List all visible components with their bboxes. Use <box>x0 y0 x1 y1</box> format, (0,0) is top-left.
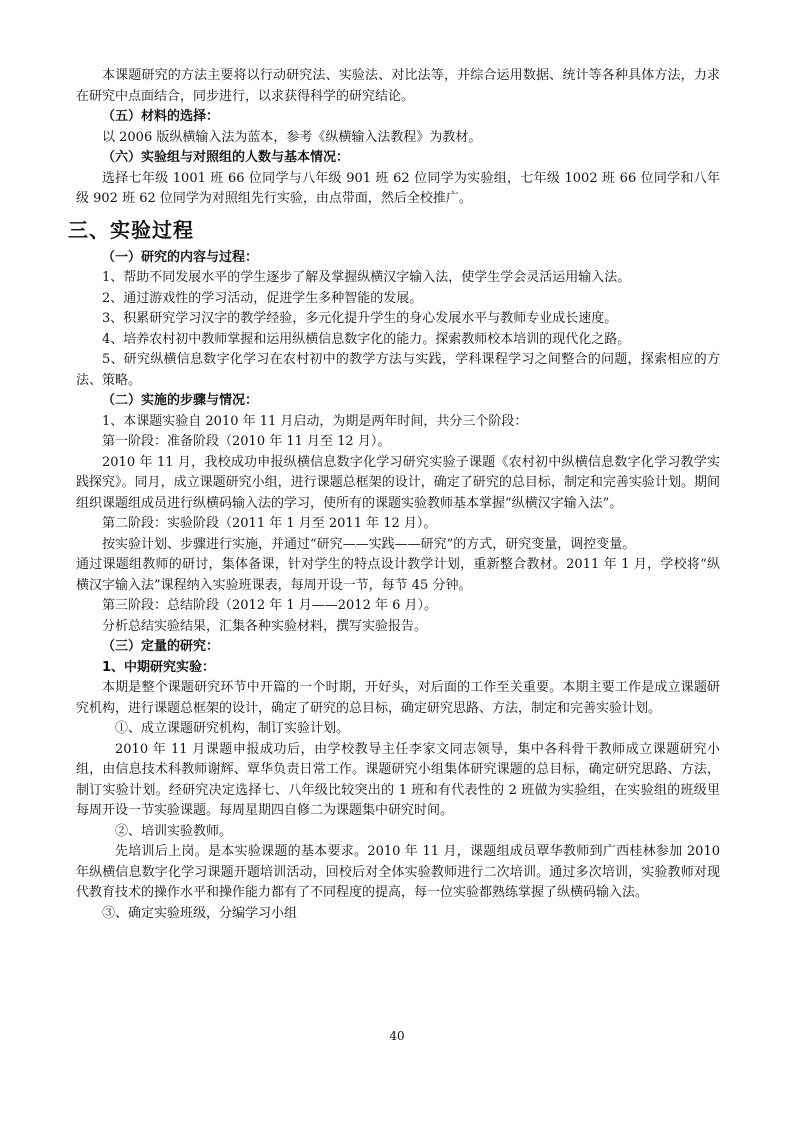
subheading: （一）研究的内容与过程： <box>102 249 259 265</box>
paragraph: 2010 年 11 月课题申报成功后，由学校教导主任李家文同志领导，集中各科骨干教师成立课题研究小组，由信息技术科教师谢辉、覃华负责日常工作。课题研究小组集体研究课题的总目标，确定研究思路、方法，制订实验计划。经研究决定选择七、八年级比较突出的 1 班和有代表性的 2 班做为实验组，在实验组的班级里每周开设一节实验课题。每周星期四自修二为课题集中研究时间。 <box>76 741 720 818</box>
list-item: 2、通过游戏性的学习活动，促进学生多种智能的发展。 <box>102 290 423 306</box>
list-item: 3、积累研究学习汉字的教学经验，多元化提升学生的身心发展水平与教师专业成长速度。 <box>102 311 618 326</box>
paragraph: ②、培训实验教师。 <box>115 823 233 839</box>
subheading: 1、中期研究实验： <box>102 659 216 675</box>
paragraph: 分析总结实验结果，汇集各种实验材料，撰写实验报告。 <box>102 618 428 634</box>
paragraph: 先培训后上岗。是本实验课题的基本要求。2010 年 11 月，课题组成员覃华教师到广西桂林参加 2010 年纵横信息数字化学习课题开题培训活动，回校后对全体实验教师进行二次培训。通过多次培训，实验教师对现代教育技术的操作水平和操作能力都有了不同程度的提高，每一位实验都熟练掌握了纵横码输入法。 <box>76 844 720 900</box>
section-heading: 三、实验过程 <box>68 217 194 242</box>
paragraph: 第三阶段：总结阶段（2012 年 1 月——2012 年 6 月）。 <box>102 598 438 613</box>
paragraph: 选择七年级 1001 班 66 位同学与八年级 901 班 62 位同学为实验组，七年级 1002 班 66 位同学和八年级 902 班 62 位同学为对照组先行实验，由点带面，然后全校推广。 <box>76 170 720 206</box>
paragraph: 按实验计划、步骤进行实施，并通过“研究——实践——研究”的方式，研究变量，调控变量。 <box>102 536 636 552</box>
paragraph: 本期是整个课题研究环节中开篇的一个时期，开好头，对后面的工作至关重要。本期主要工作是成立课题研究机构，进行课题总框架的设计，确定了研究的总目标，确定研究思路、方法，制定和完善实验计划。 <box>76 680 720 716</box>
list-item: 1、帮助不同发展水平的学生逐步了解及掌握纵横汉字输入法，使学生学会灵活运用输入法。 <box>102 270 631 285</box>
subheading: （六）实验组与对照组的人数与基本情况： <box>102 150 350 165</box>
paragraph: 通过课题组教师的研讨，集体备课，针对学生的特点设计教学计划，重新整合教材。2011 年 1 月，学校将“纵横汉字输入法”课程纳入实验班课表，每周开设一节，每节 45 分钟。 <box>76 557 720 593</box>
paragraph: 以 2006 版纵横输入法为蓝本，参考《纵横输入法教程》为教材。 <box>102 129 482 145</box>
paragraph: ③、确定实验班级，分编学习小组 <box>102 905 298 921</box>
paragraph: 本课题研究的方法主要将以行动研究法、实验法、对比法等，并综合运用数据、统计等各种具体方法，力求在研究中点面结合，同步进行，以求获得科学的研究结论。 <box>76 68 720 104</box>
subheading: （二）实施的步骤与情况： <box>102 393 259 408</box>
list-item: 5、研究纵横信息数字化学习在农村初中的教学方法与实践，学科课程学习之间整合的问题，探索相应的方法、策略。 <box>76 352 720 388</box>
subheading: （三）定量的研究： <box>102 639 220 654</box>
paragraph: 1、本课题实验自 2010 年 11 月启动，为期是两年时间，共分三个阶段： <box>102 413 528 429</box>
page-number: 40 <box>389 1029 405 1043</box>
list-item: 4、培养农村初中教师掌握和运用纵横信息数字化的能力。探索教师校本培训的现代化之路。 <box>102 331 631 347</box>
paragraph: ①、成立课题研究机构，制订实验计划。 <box>115 721 350 736</box>
paragraph: 第二阶段：实验阶段（2011 年 1 月至 2011 年 12 月）。 <box>102 516 437 531</box>
document-body <box>68 66 720 924</box>
paragraph: 2010 年 11 月，我校成功申报纵横信息数字化学习研究实验子课题《农村初中纵横信息数字化学习教学实践探究》。同月，成立课题研究小组，进行课题总框架的设计，确定了研究的总目标，制定和完善实验计划。期间组织课题组成员进行纵横码输入法的学习，使所有的课题实验教师基本掌握“纵横汉字输入法”。 <box>76 454 720 511</box>
paragraph: 第一阶段：准备阶段（2010 年 11 月至 12 月）。 <box>102 434 391 449</box>
subheading: （五）材料的选择： <box>102 109 220 124</box>
